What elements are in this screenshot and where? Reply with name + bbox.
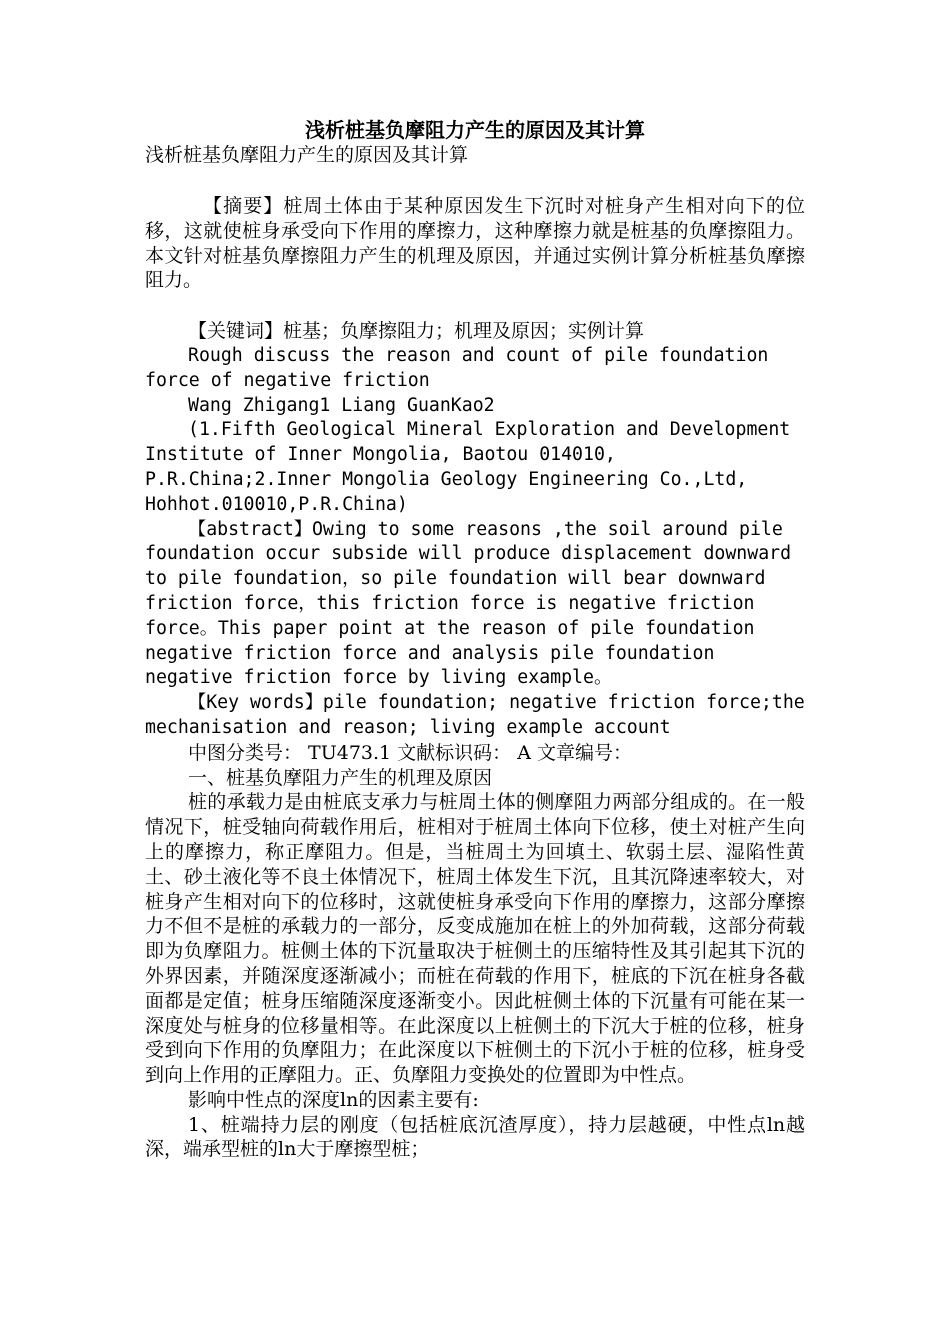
authors-en: Wang Zhigang1 Liang GuanKao2: [188, 394, 495, 416]
title-en: Rough discuss the reason and count of pile foundation force of negative friction: [145, 344, 780, 391]
spacer: [145, 293, 805, 319]
body-paragraph: 桩的承载力是由桩底支承力与桩周土体的侧摩阻力两部分组成的。在一般情况下，桩受轴向荷载作用后，桩相对于桩周土体向下位移，使土对桩产生向上的摩擦力，称正摩阻力。但是，当桩周土为回填土、软弱土层、湿陷性黄土、砂土液化等不良土体情况下，桩周土体发生下沉，且其沉降速率较大，对桩身产生相对向下的位移时，这就使桩身承受向下作用的摩擦力，这部分摩擦力不但不是桩的承载力的一部分，反变成施加在桩上的外加荷载，这部分荷载即为负摩阻力。桩侧土体的下沉量取决于桩侧土的压缩特性及其引起其下沉的外界因素，并随深度逐渐减小；而桩在荷载的作用下，桩底的下沉在桩身各截面都是定值；桩身压缩随深度逐渐变小。因此桩侧土体的下沉量有可能在某一深度处与桩身的位移量相等。在此深度以上桩侧土的下沉大于桩的位移，桩身受到向下作用的负摩阻力；在此深度以下桩侧土的下沉小于桩的位移，桩身受到向上作用的正摩阻力。正、负摩阻力变换处的位置即为中性点。: [145, 791, 805, 1087]
body-paragraph: 影响中性点的深度ln的因素主要有:: [188, 1088, 479, 1111]
keywords-en: 【Key words】pile foundation; negative friction force;the mechanisation and reason; living example account: [145, 692, 816, 738]
body-paragraph: 1、桩端持力层的刚度（包括桩底沉渣厚度），持力层越硬，中性点ln越深，端承型桩的ln大于摩擦型桩；: [145, 1113, 805, 1161]
affiliation-line-3: Hohhot.010010,P.R.China): [145, 493, 408, 515]
affiliation-line-1: (1.Fifth Geological Mineral Exploration and Development Institute of Inner Mongolia, Baotou 014010,: [145, 419, 802, 466]
document-title: 浅析桩基负摩阻力产生的原因及其计算: [305, 118, 645, 142]
affiliation-line-2: P.R.China;2.Inner Mongolia Geology Engineering Co.,Ltd,: [145, 468, 748, 490]
document-page: [145, 118, 816, 1162]
abstract-cn: 【摘要】桩周土体由于某种原因发生下沉时对桩身产生相对向下的位移，这就使桩身承受向下作用的摩擦力，这种摩擦力就是桩基的负摩擦阻力。本文针对桩基负摩擦阻力产生的机理及原因，并通过实例计算分析桩基负摩擦阻力。: [145, 195, 805, 292]
section-heading: 一、桩基负摩阻力产生的机理及原因: [188, 766, 493, 789]
classification-line: 中图分类号： TU473.1 文献标识码： A 文章编号：: [188, 741, 632, 764]
keywords-cn: 【关键词】桩基；负摩擦阻力；机理及原因；实例计算: [188, 320, 645, 343]
abstract-en: 【abstract】Owing to some reasons ,the soil around pile foundation occur subside will produce displacement downward to pile foundation，so pile foundation will bear downward friction force，this friction force is negative friction force。This paper point at the reason of pile foundation negative friction force and analysis pile foundation negative friction force by living example。: [145, 518, 802, 689]
spacer: [145, 168, 805, 194]
document-subtitle: 浅析桩基负摩阻力产生的原因及其计算: [145, 144, 469, 166]
